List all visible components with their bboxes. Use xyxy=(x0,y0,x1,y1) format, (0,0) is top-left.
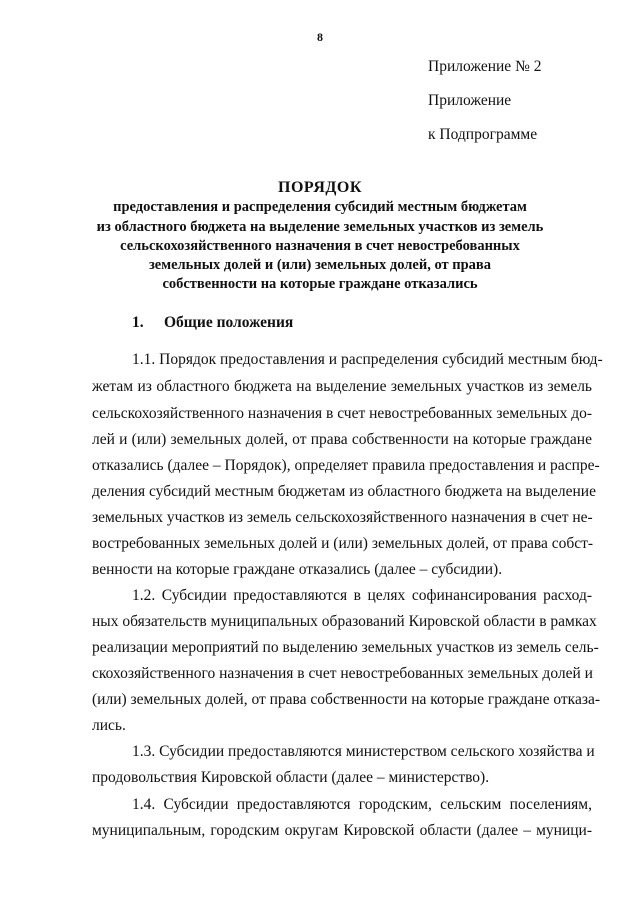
paragraph-line: реализации мероприятий по выделению земельных участков из земель сель- xyxy=(92,639,599,656)
paragraph-line: 1.1. Порядок предоставления и распределения субсидий местным бюд- xyxy=(132,351,603,368)
paragraph-line: жетам из областного бюджета на выделение земельных участков из земель xyxy=(92,378,592,395)
paragraph-line: венности на которые граждане отказались (далее – субсидии). xyxy=(92,561,503,578)
subtitle-line: сельскохозяйственного назначения в счет невостребованных xyxy=(120,238,520,254)
subtitle-line: земельных долей и (или) земельных долей, от права xyxy=(148,257,492,273)
section-title: Общие положения xyxy=(164,314,294,331)
paragraph-line: отказались (далее – Порядок), определяет правила предоставления и распре- xyxy=(92,457,600,474)
page-number: 8 xyxy=(317,30,323,44)
paragraph-line: муниципальным, городским округам Кировской области (далее – муници- xyxy=(92,822,592,839)
paragraph-line: земельных участков из земель сельскохозяйственного назначения в счет не- xyxy=(92,509,593,526)
paragraph-line: 1.2. Субсидии предоставляются в целях софинансирования расход- xyxy=(132,587,592,604)
appendix-number: Приложение № 2 xyxy=(428,58,542,75)
subtitle-line: предоставления и распределения субсидий местным бюджетам xyxy=(113,199,527,215)
subtitle-line: собственности на которые граждане отказались xyxy=(162,276,478,292)
appendix-label: Приложение xyxy=(428,92,512,109)
paragraph-line: 1.4. Субсидии предоставляются городским, сельским поселениям, xyxy=(132,796,592,813)
paragraph-line: ных обязательств муниципальных образований Кировской области в рамках xyxy=(92,613,597,630)
paragraph-line: (или) земельных долей, от права собственности на которые граждане отказа- xyxy=(92,691,601,708)
paragraph-line: 1.3. Субсидии предоставляются министерством сельского хозяйства и xyxy=(132,743,595,760)
subtitle-line: из областного бюджета на выделение земельных участков из земель xyxy=(96,219,544,235)
paragraph-line: продовольствия Кировской области (далее – министерство). xyxy=(92,769,490,786)
section-heading xyxy=(132,314,293,332)
paragraph-line: деления субсидий местным бюджетам из областного бюджета на выделение xyxy=(92,483,596,500)
document-title: ПОРЯДОК xyxy=(278,179,362,196)
paragraph-line: востребованных земельных долей и (или) земельных долей, от права собст- xyxy=(92,535,594,552)
section-number: 1. xyxy=(132,314,144,331)
paragraph-line: лей и (или) земельных долей, от права собственности на которые граждане xyxy=(92,431,592,448)
paragraph-line: лись. xyxy=(92,717,126,734)
paragraph-line: скохозяйственного назначения в счет невостребованных земельных долей и xyxy=(92,665,593,682)
appendix-subprogram: к Подпрограмме xyxy=(428,126,538,143)
paragraph-line: сельскохозяйственного назначения в счет невостребованных земельных до- xyxy=(92,405,592,422)
